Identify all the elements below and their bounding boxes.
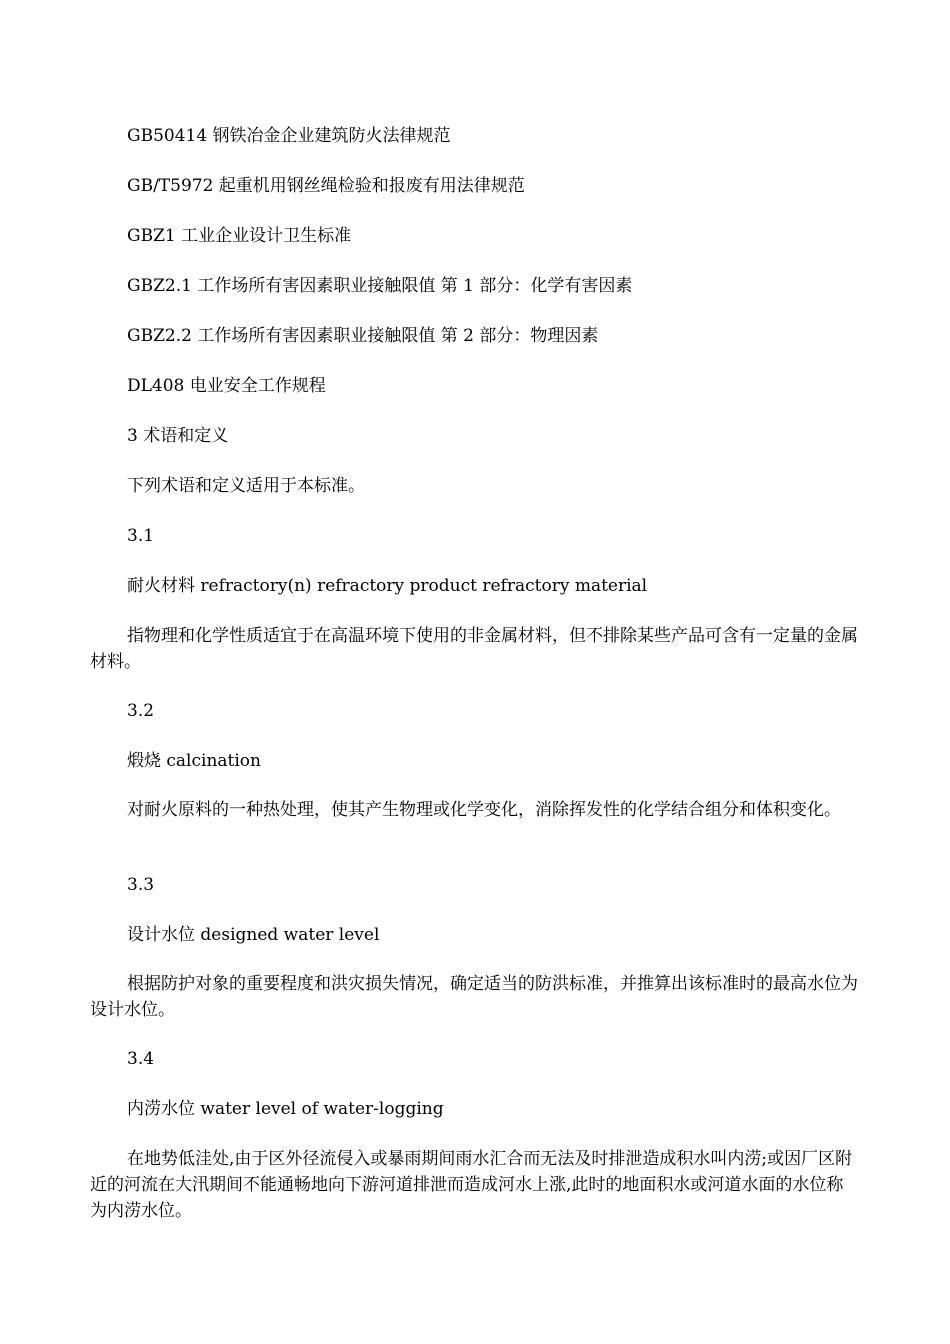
section-intro: 下列术语和定义适用于本标准。	[127, 476, 365, 496]
term-water-logging-level: 内涝水位 water level of water-logging	[127, 1099, 444, 1119]
clause-number-3-3: 3.3	[127, 875, 155, 895]
definition-refractory: 指物理和化学性质适宜于在高温环境下使用的非金属材料，但不排除某些产品可含有一定量的金属材料。	[90, 626, 858, 672]
standard-ref-gbt5972: GB/T5972 起重机用钢丝绳检验和报废有用法律规范	[127, 176, 525, 196]
definition-water-logging-level: 在地势低洼处,由于区外径流侵入或暴雨期间雨水汇合而无法及时排泄造成积水叫内涝;或因厂区附近的河流在大汛期间不能通畅地向下游河道排泄而造成河水上涨,此时的地面积水或河道水面的水位称为内涝水位。	[90, 1149, 853, 1221]
standard-ref-gbz1: GBZ1 工业企业设计卫生标准	[127, 226, 352, 246]
term-calcination: 煅烧 calcination	[127, 751, 261, 771]
definition-calcination: 对耐火原料的一种热处理，使其产生物理或化学变化，消除挥发性的化学结合组分和体积变化。	[127, 800, 841, 820]
standard-ref-dl408: DL408 电业安全工作规程	[127, 376, 326, 396]
definition-designed-water-level: 根据防护对象的重要程度和洪灾损失情况，确定适当的防洪标准，并推算出该标准时的最高水位为设计水位。	[90, 974, 858, 1020]
clause-number-3-2: 3.2	[127, 701, 155, 721]
standard-ref-gbz2-2: GBZ2.2 工作场所有害因素职业接触限值 第 2 部分：物理因素	[127, 326, 599, 346]
term-refractory: 耐火材料 refractory(n) refractory product refractory material	[127, 576, 648, 596]
term-designed-water-level: 设计水位 designed water level	[127, 925, 380, 945]
clause-number-3-4: 3.4	[127, 1049, 155, 1069]
standard-ref-gbz2-1: GBZ2.1 工作场所有害因素职业接触限值 第 1 部分：化学有害因素	[127, 276, 633, 296]
clause-number-3-1: 3.1	[127, 526, 155, 546]
standard-ref-gb50414: GB50414 钢铁冶金企业建筑防火法律规范	[127, 126, 451, 146]
section-heading-terms: 3 术语和定义	[127, 426, 229, 446]
